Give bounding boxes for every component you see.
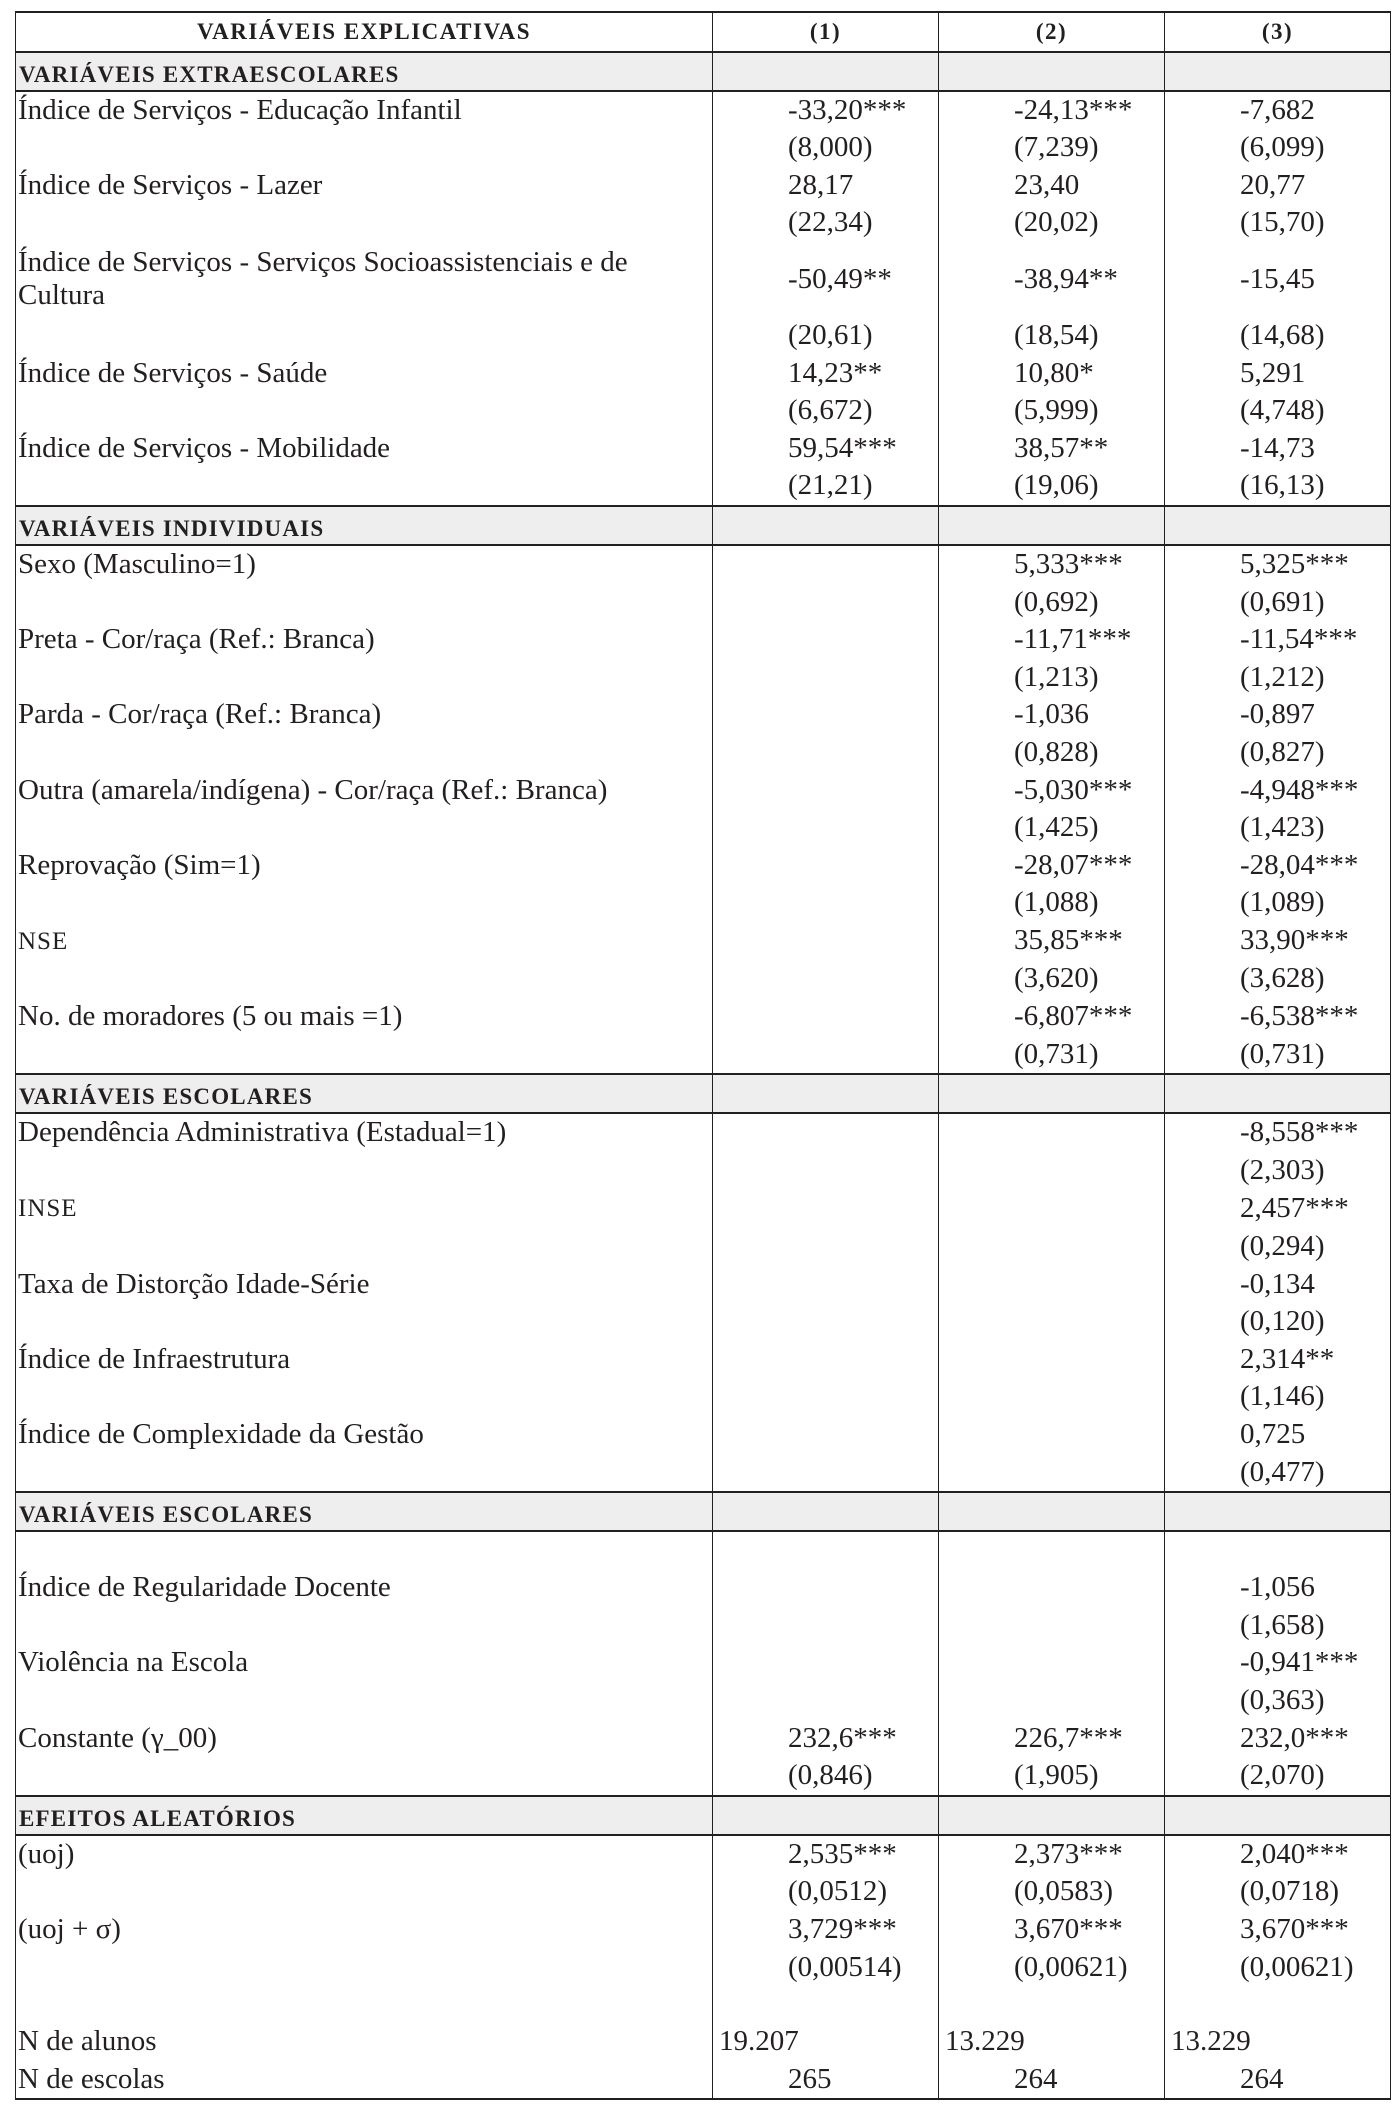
se-cell: (1,658): [1240, 1608, 1325, 1641]
se-cell: (14,68): [1240, 318, 1325, 351]
table-row: [16, 998, 1391, 1036]
header-row: [16, 12, 1391, 52]
header-variables: VARIÁVEIS EXPLICATIVAS: [16, 12, 713, 52]
count-cell: 13.229: [1165, 2023, 1391, 2061]
se-row: [16, 1152, 1391, 1190]
section-row: [16, 1796, 1391, 1835]
table-row: [16, 355, 1391, 393]
section-title: EFEITOS ALEATÓRIOS: [16, 1796, 713, 1835]
row-label: N de escolas: [16, 2061, 713, 2100]
coef-cell: 226,7***: [1014, 1721, 1123, 1754]
count-cell: 19.207: [713, 2023, 939, 2061]
row-label: Taxa de Distorção Idade-Série: [16, 1266, 713, 1304]
se-row: [16, 1228, 1391, 1266]
coef-cell: 2,314**: [1240, 1342, 1335, 1375]
se-cell: (1,146): [1240, 1380, 1325, 1413]
se-row: [16, 884, 1391, 922]
table-row: [16, 621, 1391, 659]
se-cell: (0,00621): [1240, 1950, 1354, 1983]
se-cell: (0,120): [1240, 1305, 1325, 1338]
se-row: [16, 1873, 1391, 1911]
coef-cell: 10,80*: [1014, 356, 1094, 389]
table-row: [16, 1644, 1391, 1682]
section-row: [16, 1492, 1391, 1531]
se-cell: (2,303): [1240, 1153, 1325, 1186]
header-col-3: (3): [1165, 12, 1391, 52]
row-label: Índice de Serviços - Educação Infantil: [16, 91, 713, 130]
coef-cell: -8,558***: [1240, 1116, 1359, 1149]
table-row: [16, 1341, 1391, 1379]
table-row: [16, 847, 1391, 885]
se-cell: (1,213): [1014, 660, 1099, 693]
row-label: Índice de Infraestrutura: [16, 1341, 713, 1379]
coef-cell: 38,57**: [1014, 431, 1109, 464]
table-row: [16, 2023, 1391, 2061]
row-label: Índice de Serviços - Mobilidade: [16, 430, 713, 468]
row-label: Reprovação (Sim=1): [16, 847, 713, 885]
se-cell: (7,239): [1014, 131, 1099, 164]
se-row: [16, 317, 1391, 355]
coef-cell: 28,17: [788, 168, 854, 201]
se-row: [16, 129, 1391, 167]
se-cell: (5,999): [1014, 394, 1099, 427]
regression-table: [15, 11, 1391, 2100]
coef-cell: -14,73: [1240, 431, 1315, 464]
coef-cell: 3,670***: [1014, 1912, 1123, 1945]
se-row: [16, 659, 1391, 697]
table-row: [16, 696, 1391, 734]
table-row: [16, 1266, 1391, 1304]
count-cell: 265: [788, 2062, 832, 2095]
coef-cell: 33,90***: [1240, 924, 1349, 957]
coef-cell: -6,807***: [1014, 1000, 1133, 1033]
se-cell: (8,000): [788, 131, 873, 164]
section-title: VARIÁVEIS ESCOLARES: [16, 1492, 713, 1531]
se-cell: (0,0512): [788, 1875, 888, 1908]
coef-cell: 3,670***: [1240, 1912, 1349, 1945]
se-row: [16, 392, 1391, 430]
header-col-1: (1): [713, 12, 939, 52]
count-cell: 264: [1240, 2062, 1284, 2095]
coef-cell: -11,54***: [1240, 623, 1358, 656]
coef-cell: -7,682: [1240, 93, 1315, 126]
coef-cell: -50,49**: [788, 262, 892, 295]
section-title: VARIÁVEIS EXTRAESCOLARES: [16, 52, 713, 91]
se-cell: (1,089): [1240, 886, 1325, 919]
coef-cell: -24,13***: [1014, 93, 1133, 126]
coef-cell: 23,40: [1014, 168, 1080, 201]
se-cell: (18,54): [1014, 318, 1099, 351]
se-cell: (0,691): [1240, 585, 1325, 618]
se-cell: (15,70): [1240, 206, 1325, 239]
se-cell: (0,827): [1240, 735, 1325, 768]
se-cell: (0,0718): [1240, 1875, 1340, 1908]
se-cell: (0,0583): [1014, 1875, 1114, 1908]
se-cell: (1,088): [1014, 886, 1099, 919]
coef-cell: -38,94**: [1014, 262, 1118, 295]
coef-cell: -11,71***: [1014, 623, 1132, 656]
se-row: [16, 1036, 1391, 1075]
table-row: [16, 922, 1391, 961]
table-row: [16, 1835, 1391, 1874]
row-label: Violência na Escola: [16, 1644, 713, 1682]
se-cell: (0,477): [1240, 1455, 1325, 1488]
se-cell: (0,731): [1240, 1037, 1325, 1070]
coef-cell: -15,45: [1240, 262, 1315, 295]
coef-cell: -0,897: [1240, 698, 1315, 731]
se-cell: (1,425): [1014, 811, 1099, 844]
coef-cell: 5,333***: [1014, 547, 1123, 580]
se-cell: (1,212): [1240, 660, 1325, 693]
row-label: No. de moradores (5 ou mais =1): [16, 998, 713, 1036]
coef-cell: -6,538***: [1240, 1000, 1359, 1033]
coef-cell: 0,725: [1240, 1418, 1306, 1450]
regression-table-wrapper: [15, 11, 1392, 2100]
se-cell: (20,02): [1014, 206, 1099, 239]
se-cell: (16,13): [1240, 469, 1325, 502]
coef-cell: -5,030***: [1014, 773, 1133, 806]
row-label: Sexo (Masculino=1): [16, 545, 713, 584]
se-cell: (6,672): [788, 394, 873, 427]
se-cell: (3,620): [1014, 962, 1099, 995]
table-row: [16, 242, 1391, 317]
section-row: [16, 52, 1391, 91]
table-row: [16, 772, 1391, 810]
se-row: [16, 584, 1391, 622]
se-cell: (0,294): [1240, 1230, 1325, 1263]
se-cell: (2,070): [1240, 1759, 1325, 1792]
section-title: VARIÁVEIS ESCOLARES: [16, 1074, 713, 1113]
se-cell: (0,846): [788, 1759, 873, 1792]
row-label: Índice de Serviços - Serviços Socioassistenciais e de Cultura: [16, 242, 713, 317]
coef-cell: 2,040***: [1240, 1837, 1349, 1870]
table-row: [16, 430, 1391, 468]
row-label: Parda - Cor/raça (Ref.: Branca): [16, 696, 713, 734]
count-cell: 264: [1014, 2062, 1058, 2095]
count-cell: 13.229: [939, 2023, 1165, 2061]
coef-cell: 3,729***: [788, 1912, 897, 1945]
se-cell: (1,905): [1014, 1759, 1099, 1792]
se-row: [16, 1607, 1391, 1645]
row-label: Constante (γ_00): [16, 1720, 713, 1758]
table-row: [16, 545, 1391, 584]
se-cell: (19,06): [1014, 469, 1099, 502]
coef-cell: -1,056: [1240, 1571, 1315, 1604]
coef-cell: 14,23**: [788, 356, 883, 389]
row-label: (uoj + σ): [16, 1911, 713, 1949]
row-label: Preta - Cor/raça (Ref.: Branca): [16, 621, 713, 659]
coef-cell: 35,85***: [1014, 924, 1123, 957]
se-row: [16, 1682, 1391, 1720]
table-row: [16, 2061, 1391, 2100]
se-cell: (22,34): [788, 206, 873, 239]
se-row: [16, 204, 1391, 242]
coef-cell: -28,04***: [1240, 848, 1359, 881]
coef-cell: 2,457***: [1240, 1191, 1349, 1224]
se-row: [16, 1454, 1391, 1493]
table-row: [16, 1720, 1391, 1758]
row-label: N de alunos: [16, 2023, 713, 2061]
se-cell: (20,61): [788, 318, 873, 351]
se-row: [16, 467, 1391, 506]
row-label: Índice de Serviços - Lazer: [16, 167, 713, 205]
se-cell: (0,363): [1240, 1683, 1325, 1716]
se-row: [16, 809, 1391, 847]
spacer-row: [16, 1986, 1391, 2023]
row-label: Índice de Regularidade Docente: [16, 1569, 713, 1607]
coef-cell: 59,54***: [788, 431, 897, 464]
se-cell: (0,828): [1014, 735, 1099, 768]
row-label: Índice de Serviços - Saúde: [16, 355, 713, 393]
se-cell: (1,423): [1240, 811, 1325, 844]
row-label: (uoj): [16, 1835, 713, 1874]
coef-cell: 232,0***: [1240, 1721, 1349, 1754]
se-cell: (6,099): [1240, 131, 1325, 164]
coef-cell: -0,941***: [1240, 1646, 1359, 1679]
se-row: [16, 960, 1391, 998]
table-row: [16, 91, 1391, 130]
coef-cell: 232,6***: [788, 1721, 897, 1754]
coef-cell: -1,036: [1014, 698, 1089, 731]
se-cell: (21,21): [788, 469, 873, 502]
coef-cell: -33,20***: [788, 93, 907, 126]
se-cell: (0,731): [1014, 1037, 1099, 1070]
se-row: [16, 734, 1391, 772]
se-row: [16, 1303, 1391, 1341]
coef-cell: 5,325***: [1240, 547, 1349, 580]
row-label: Dependência Administrativa (Estadual=1): [16, 1113, 713, 1152]
table-row: [16, 1569, 1391, 1607]
coef-cell: 2,535***: [788, 1837, 897, 1870]
se-row: [16, 1378, 1391, 1416]
se-cell: (0,00514): [788, 1950, 902, 1983]
section-title: VARIÁVEIS INDIVIDUAIS: [16, 506, 713, 545]
se-cell: (4,748): [1240, 394, 1325, 427]
coef-cell: -0,134: [1240, 1267, 1315, 1300]
table-row: [16, 1911, 1391, 1949]
coef-cell: -4,948***: [1240, 773, 1359, 806]
table-row: [16, 167, 1391, 205]
se-cell: (3,628): [1240, 962, 1325, 995]
se-row: [16, 1949, 1391, 1987]
row-label: Índice de Complexidade da Gestão: [16, 1416, 713, 1454]
table-row: [16, 1113, 1391, 1152]
row-label: INSE: [18, 1195, 78, 1223]
table-row: [16, 1189, 1391, 1228]
section-row: [16, 1074, 1391, 1113]
coef-cell: 5,291: [1240, 356, 1306, 389]
table-row: [16, 1416, 1391, 1454]
row-label: Outra (amarela/indígena) - Cor/raça (Ref.: Branca): [16, 772, 713, 810]
coef-cell: 20,77: [1240, 168, 1306, 201]
coef-cell: -28,07***: [1014, 848, 1133, 881]
se-row: [16, 1757, 1391, 1796]
header-col-2: (2): [939, 12, 1165, 52]
section-row: [16, 506, 1391, 545]
row-label: NSE: [18, 927, 69, 955]
se-cell: (0,692): [1014, 585, 1099, 618]
spacer-row: [16, 1531, 1391, 1569]
se-cell: (0,00621): [1014, 1950, 1128, 1983]
coef-cell: 2,373***: [1014, 1837, 1123, 1870]
